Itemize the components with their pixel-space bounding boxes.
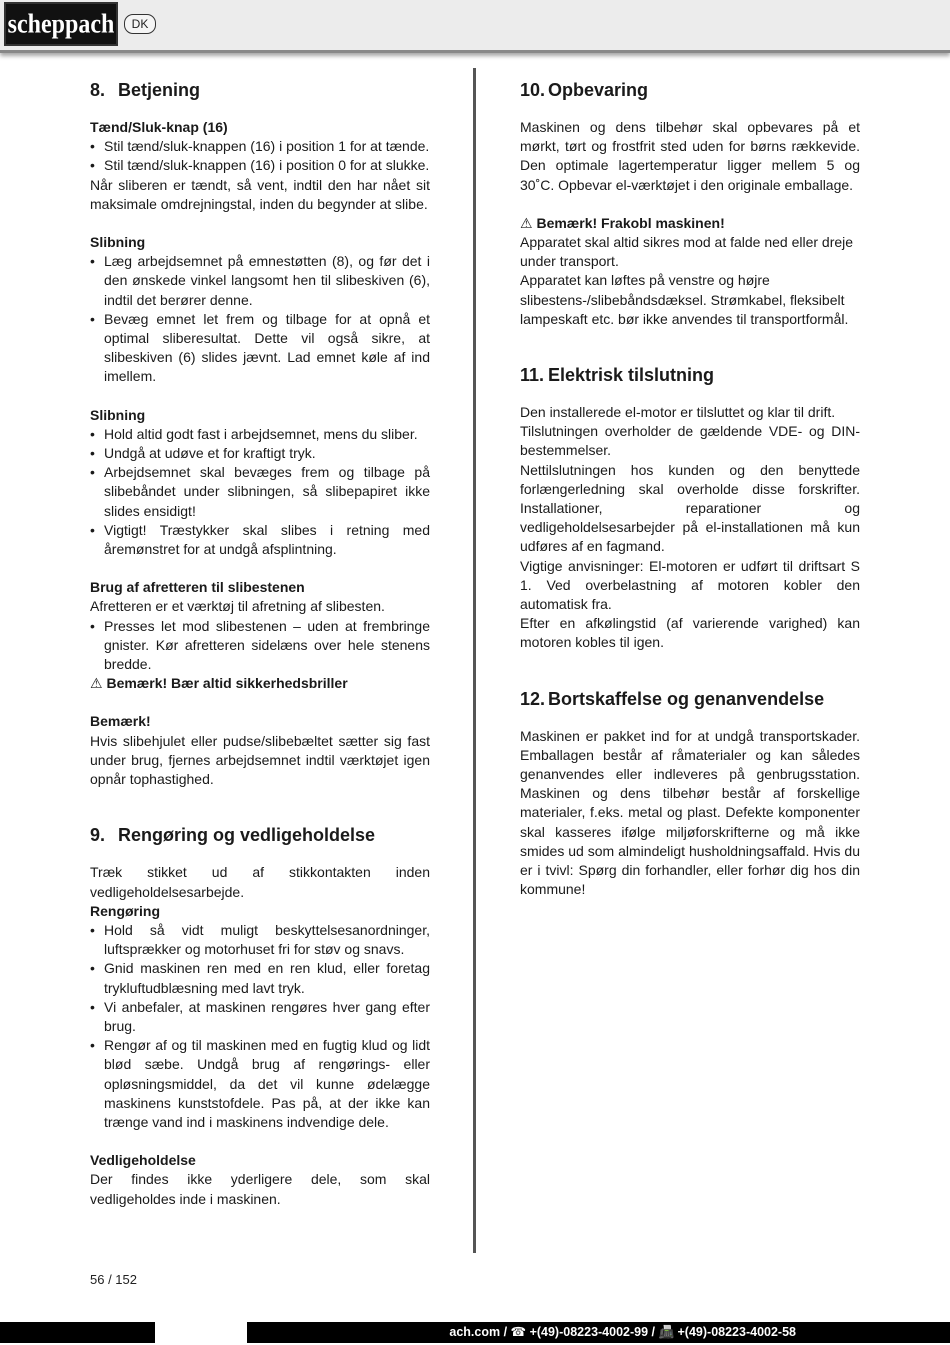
scheppach-logo <box>4 2 118 46</box>
section-12-number: 12. <box>520 688 546 709</box>
section-8-number: 8. <box>90 80 106 100</box>
switch-paragraph: Når sliberen er tændt, så vent, indtil den har nået sit maksimale omdrejningstal, inden du begynder at slibe. <box>90 176 430 212</box>
dresser-subheading: Brug af afretteren til slibestenen <box>90 579 305 596</box>
left-column <box>90 78 430 1209</box>
list-item: • Stil tænd/sluk-knappen (16) i position 0 for at slukke. <box>90 156 430 175</box>
list-item: • Hold altid godt fast i arbejdsemnet, mens du sliber. <box>90 425 430 444</box>
storage-transport-paragraph: Apparatet skal altid sikres mod at falde ned eller dreje under transport. <box>520 234 854 270</box>
storage-warning <box>520 214 860 233</box>
electrical-paragraph-4: Vigtige anvisninger: El-motoren er udført til driftsart S 1. Ved overbelastning af motoren kobler den automatisk fra. <box>520 557 860 613</box>
section-9-heading <box>90 823 430 847</box>
switch-subheading: Tænd/Sluk-knap (16) <box>90 119 228 135</box>
list-item: • Vi anbefaler, at maskinen rengøres hver gang efter brug. <box>90 998 430 1036</box>
grinding-subheading-1: Slibning <box>90 234 146 251</box>
footer-contact: ach.com / ☎ +(49)-08223-4002-99 / 📠 +(49)-08223-4002-58 <box>449 1325 796 1339</box>
disposal-paragraph: Maskinen er pakket ind for at undgå transportskader. Emballagen består af råmaterialer og kan således genanvendes eller indleveres på genbrugsstation. Maskinen og dens tilbehør består af forskellige materialer, f.eks. metal og plast. Defekte komponenter skal kasseres ifølge miljøforskrifterne og må ikke smides ud som almindeligt husholdningsaffald. Hvis du er i tvivl: Spørg din forhandler, eller forhør dig hos din kommune! <box>520 727 860 898</box>
note-paragraph: Hvis slibehjulet eller pudse/slibebæltet sætter sig fast under brug, fjernes arbejdsemnet indtil værktøjet igen opnår tophastighed. <box>90 732 430 788</box>
dresser-paragraph: Afretteren er et værktøj til afretning af slibesten. <box>90 598 385 615</box>
list-item: • Undgå at udøve et for kraftigt tryk. <box>90 444 430 463</box>
section-12-title: Bortskaffelse og genanvendelse <box>548 688 825 709</box>
electrical-paragraph-3: Nettilslutningen hos kunden og den benyttede forlængerledning skal overholde disse forskrifter. Installationer, reparationer og vedligeholdelsesarbejder på el-installationen må kun udføres af en fagmand. <box>520 461 860 555</box>
list-item: • Hold så vidt muligt beskyttelsesanordninger, luftsprækker og motorhuset fri for støv og snavs. <box>90 921 430 959</box>
section-11-number: 11. <box>520 365 545 386</box>
page-number: 56 / 152 <box>90 1272 137 1287</box>
section-9-number: 9. <box>90 825 106 846</box>
language-badge: DK <box>124 14 156 34</box>
section-9-title: Rengøring og vedligeholdelse <box>118 825 376 846</box>
storage-warning-text: Bemærk! Frakobl maskinen! <box>536 214 725 231</box>
storage-paragraph: Maskinen og dens tilbehør skal opbevares på et mørkt, tørt og frostfrit sted uden for børns rækkevide. Den optimale lagertemperatur ligger mellem 5 og 30˚C. Opbevar el-værktøjet i den originale emballage. <box>520 119 860 193</box>
warning-triangle-icon: ⚠ <box>520 214 533 231</box>
section-10-number: 10. <box>520 80 546 100</box>
section-11-heading <box>520 363 860 387</box>
grinding-subheading-2: Slibning <box>90 406 146 423</box>
column-divider <box>473 68 476 1253</box>
grinding-list-1 <box>90 252 430 386</box>
page-header <box>0 0 950 53</box>
dresser-warning <box>90 674 430 693</box>
logo-wordmark <box>7 5 115 43</box>
maintenance-subheading: Vedligeholdelse <box>90 1152 196 1169</box>
list-item: • Arbejdsemnet skal bevæges frem og tilbage på slibebåndet under slibningen, så slibepapiret ikke slides ensidigt! <box>90 463 430 521</box>
electrical-paragraph-2: Tilslutningen overholder de gældende VDE- og DIN-bestemmelser. <box>520 423 860 459</box>
list-item: • Vigtigt! Træstykker skal slibes i retning med åremønstret for at undgå afsplintning. <box>90 521 430 559</box>
electrical-paragraph-1: Den installerede el-motor er tilsluttet og klar til drift. <box>520 404 836 421</box>
electrical-paragraph-5: Efter en afkølingstid (af varierende varighed) kan motoren kobles til igen. <box>520 615 860 651</box>
logo-text: scheppach <box>7 8 115 40</box>
section-9-intro: Træk stikket ud af stikkontakten inden vedligeholdelsesarbejde. <box>90 864 430 900</box>
section-10-title: Opbevaring <box>548 80 649 100</box>
list-item: • Rengør af og til maskinen med en fugtig klud og lidt blød sæbe. Undgå brug af rengørings- eller opløsningsmiddel, da det vil kunne ødelægge maskinens kunststofdele. Pas på, at der ikke kan trænge vand ind i maskinens indvendige dele. <box>90 1036 430 1132</box>
list-item: • Bevæg emnet let frem og tilbage for at opnå et optimal sliberesultat. Dette vil også sikre, at slibeskiven (6) slides jævnt. Lad emnet køle af ind imellem. <box>90 310 430 387</box>
list-item: • Læg arbejdsemnet på emnestøtten (8), og før det i den ønskede vinkel langsomt hen til slibeskiven (6), indtil det berører denne. <box>90 252 430 310</box>
section-8-heading <box>90 78 430 102</box>
list-item: • Presses let mod slibestenen – uden at frembringe gnister. Kør afretteren sidelæns over hele stenens bredde. <box>90 617 430 675</box>
maintenance-paragraph: Der findes ikke yderligere dele, som skal vedligeholdes inde i maskinen. <box>90 1171 430 1207</box>
section-12-heading <box>520 687 860 711</box>
warning-triangle-icon: ⚠ <box>90 675 103 692</box>
switch-list <box>90 137 430 175</box>
note-subheading: Bemærk! <box>90 713 151 730</box>
section-8-title: Betjening <box>118 80 201 100</box>
grinding-list-2 <box>90 425 430 559</box>
dresser-list <box>90 617 430 675</box>
storage-lifting-paragraph: Apparatet kan løftes på venstre og højre slibestens-/slibebåndsdæksel. Strømkabel, fleksibelt lampeskaft etc. bør ikke anvendes til transportformål. <box>520 272 849 327</box>
section-11-title: Elektrisk tilslutning <box>548 365 715 386</box>
dresser-warning-text: Bemærk! Bær altid sikkerhedsbriller <box>106 675 348 692</box>
cleaning-list <box>90 921 430 1132</box>
list-item: • Gnid maskinen ren med en ren klud, eller foretag trykluftudblæsning med lavt tryk. <box>90 959 430 997</box>
list-item: • Stil tænd/sluk-knappen (16) i position 1 for at tænde. <box>90 137 430 156</box>
section-10-heading <box>520 78 860 102</box>
cleaning-subheading: Rengøring <box>90 902 160 919</box>
footer-white-block <box>155 1322 247 1343</box>
right-column <box>520 78 860 900</box>
footer-bar <box>0 1322 950 1343</box>
